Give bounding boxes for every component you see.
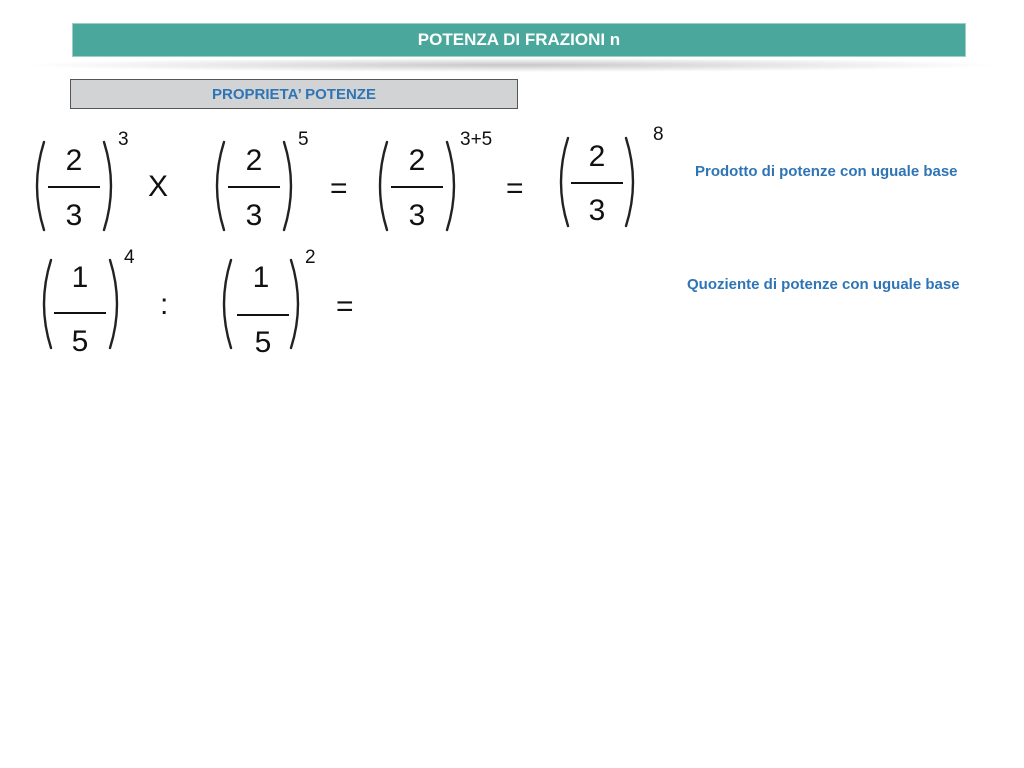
denominator: 5 (254, 326, 272, 359)
equals-sign: = (330, 172, 348, 205)
equals-sign: = (506, 172, 524, 205)
quotient-rule-label: Quoziente di potenze con uguale base (687, 276, 960, 293)
right-paren-icon (624, 136, 642, 228)
fraction-bar (54, 312, 106, 314)
numerator: 1 (71, 261, 89, 294)
denominator: 3 (245, 199, 263, 232)
denominator: 5 (71, 325, 89, 358)
denominator: 3 (65, 199, 83, 232)
exponent: 2 (305, 247, 316, 268)
section-subtitle: PROPRIETA’ POTENZE (70, 79, 518, 109)
fraction-bar (571, 182, 623, 184)
fraction-bar (228, 186, 280, 188)
fraction-bar (48, 186, 100, 188)
right-paren-icon (289, 258, 307, 350)
right-paren-icon (445, 140, 463, 232)
numerator: 2 (65, 144, 83, 177)
fraction-bar (237, 314, 289, 316)
fraction-bar (391, 186, 443, 188)
denominator: 3 (588, 194, 606, 227)
exponent: 4 (124, 247, 135, 268)
exponent: 8 (653, 124, 664, 145)
equals-sign: = (336, 290, 354, 323)
page-title: POTENZA DI FRAZIONI n (72, 23, 966, 57)
title-shadow (30, 58, 994, 72)
numerator: 2 (588, 140, 606, 173)
right-paren-icon (108, 258, 126, 350)
multiply-operator: X (148, 170, 169, 203)
divide-operator: : (160, 288, 169, 321)
product-rule-label: Prodotto di potenze con uguale base (695, 163, 958, 180)
exponent: 5 (298, 129, 309, 150)
right-paren-icon (102, 140, 120, 232)
numerator: 1 (252, 261, 270, 294)
denominator: 3 (408, 199, 426, 232)
numerator: 2 (245, 144, 263, 177)
exponent: 3+5 (460, 129, 493, 150)
right-paren-icon (282, 140, 300, 232)
exponent: 3 (118, 129, 129, 150)
numerator: 2 (408, 144, 426, 177)
